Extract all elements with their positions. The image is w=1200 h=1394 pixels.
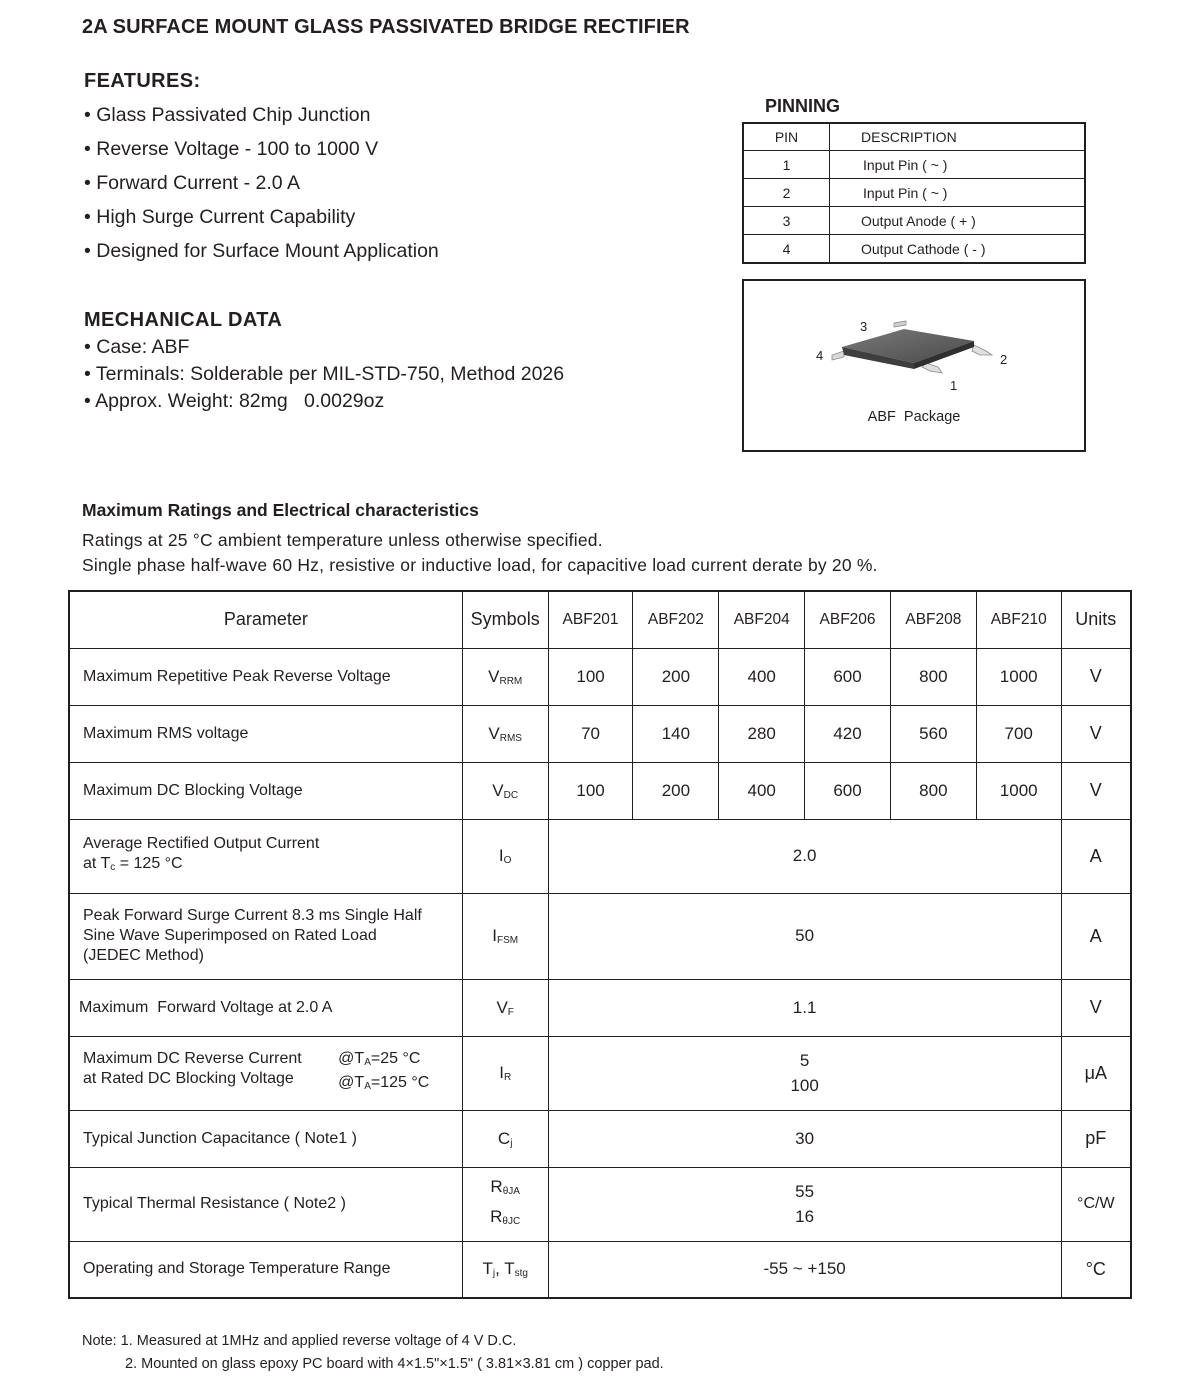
pinning-row (743, 179, 1085, 207)
unit-cell: °C/W (1061, 1167, 1131, 1241)
value-cell: 600 (805, 762, 891, 819)
parameter-cell: Maximum Repetitive Peak Reverse Voltage (69, 648, 462, 705)
value-cell: 700 (976, 705, 1061, 762)
model-header: ABF202 (633, 591, 719, 648)
model-header: ABF201 (548, 591, 633, 648)
model-header: ABF208 (890, 591, 976, 648)
table-row (69, 893, 1131, 979)
value-cell: 1000 (976, 648, 1061, 705)
parameter-cell: Typical Thermal Resistance ( Note2 ) (69, 1167, 462, 1241)
value-cell: 1000 (976, 762, 1061, 819)
feature-item: • High Surge Current Capability (84, 206, 356, 228)
pin-description: Output Anode ( + ) (830, 207, 1086, 235)
symbol-cell: $R_{\theta JA}$ $R_{\theta JC}$ (462, 1167, 548, 1241)
pinning-header-row (743, 123, 1085, 151)
abf-package-icon (814, 311, 1024, 401)
unit-cell: pF (1061, 1110, 1131, 1167)
mechanical-item: • Case: ABF (84, 336, 190, 358)
parameter-cell: Peak Forward Surge Current 8.3 ms Single Half Sine Wave Superimposed on Rated Load (JEDEC Method) (69, 893, 462, 979)
symbol-cell: $V_{RRM}$ (462, 648, 548, 705)
parameter-cell: Maximum Forward Voltage at 2.0 A (69, 979, 462, 1036)
symbol-cell: $C_j$ (462, 1110, 548, 1167)
pin-label-4: 4 (816, 348, 824, 363)
symbol-cell: $I_O$ (462, 819, 548, 893)
ratings-table (68, 590, 1132, 1299)
symbol-cell: $V_F$ (462, 979, 548, 1036)
pin-label-2: 2 (1000, 352, 1008, 367)
value-cell: 100 (548, 762, 633, 819)
value-cell: 2.0 (548, 819, 1061, 893)
mechanical-heading: MECHANICAL DATA (84, 309, 283, 331)
pin-number: 1 (743, 151, 830, 179)
ratings-line-1: Ratings at 25 °C ambient temperature unless otherwise specified. (82, 530, 603, 550)
features-heading: FEATURES: (84, 70, 201, 92)
table-row (69, 819, 1131, 893)
model-header: ABF206 (805, 591, 891, 648)
unit-cell: A (1061, 819, 1131, 893)
parameter-cell: Maximum DC Reverse Current at Rated DC Blocking Voltage $@T_A=25$ °C $@T_A=125$ °C (69, 1036, 462, 1110)
value-cell: 800 (890, 648, 976, 705)
model-header: ABF204 (719, 591, 805, 648)
ratings-heading: Maximum Ratings and Electrical characteristics (82, 500, 479, 520)
pin-description: Input Pin ( ~ ) (830, 179, 1086, 207)
feature-item: • Reverse Voltage - 100 to 1000 V (84, 138, 379, 160)
pinning-row (743, 235, 1085, 264)
pin-number: 2 (743, 179, 830, 207)
parameter-cell: Maximum RMS voltage (69, 705, 462, 762)
package-box (742, 279, 1086, 452)
parameter-cell: Operating and Storage Temperature Range (69, 1241, 462, 1298)
unit-cell: A (1061, 893, 1131, 979)
symbol-cell: $I_R$ (462, 1036, 548, 1110)
unit-cell: V (1061, 979, 1131, 1036)
symbol-cell: $T_j$, $T_{stg}$ (462, 1241, 548, 1298)
package-label: ABF Package (867, 409, 961, 425)
table-row (69, 762, 1131, 819)
value-cell: 5 100 (548, 1036, 1061, 1110)
table-row (69, 979, 1131, 1036)
value-cell: 140 (633, 705, 719, 762)
table-row (69, 705, 1131, 762)
unit-cell: V (1061, 762, 1131, 819)
model-header: ABF210 (976, 591, 1061, 648)
unit-cell: °C (1061, 1241, 1131, 1298)
note-1: Note: 1. Measured at 1MHz and applied reverse voltage of 4 V D.C. (82, 1333, 517, 1349)
note-2: 2. Mounted on glass epoxy PC board with 4×1.5"×1.5" ( 3.81×3.81 cm ) copper pad. (125, 1356, 664, 1372)
pinning-row (743, 207, 1085, 235)
table-row (69, 648, 1131, 705)
features-list (84, 98, 439, 268)
mechanical-item: • Approx. Weight: 82mg 0.0029oz (84, 390, 385, 412)
value-cell: 800 (890, 762, 976, 819)
value-cell: 420 (805, 705, 891, 762)
table-row (69, 1241, 1131, 1298)
parameter-cell: Typical Junction Capacitance ( Note1 ) (69, 1110, 462, 1167)
unit-cell: μA (1061, 1036, 1131, 1110)
table-row (69, 1110, 1131, 1167)
pinning-table (742, 122, 1086, 264)
value-cell: 100 (548, 648, 633, 705)
page-title: 2A SURFACE MOUNT GLASS PASSIVATED BRIDGE RECTIFIER (82, 16, 690, 38)
pin-column-header: PIN (743, 123, 830, 151)
pin-label-1: 1 (950, 378, 958, 393)
table-row (69, 1036, 1131, 1110)
symbol-cell: $V_{RMS}$ (462, 705, 548, 762)
value-cell: 400 (719, 648, 805, 705)
value-cell: 560 (890, 705, 976, 762)
parameter-cell: Average Rectified Output Current at $T_c = 125$ °C (69, 819, 462, 893)
feature-item: • Designed for Surface Mount Application (84, 240, 439, 262)
symbol-cell: $I_{FSM}$ (462, 893, 548, 979)
value-cell: 200 (633, 648, 719, 705)
value-cell: 1.1 (548, 979, 1061, 1036)
pin-number: 4 (743, 235, 830, 264)
feature-item: • Forward Current - 2.0 A (84, 172, 300, 194)
description-column-header: DESCRIPTION (830, 123, 1086, 151)
feature-item: • Glass Passivated Chip Junction (84, 104, 371, 126)
mechanical-item: • Terminals: Solderable per MIL-STD-750, Method 2026 (84, 363, 565, 385)
value-cell: 55 16 (548, 1167, 1061, 1241)
unit-cell: V (1061, 705, 1131, 762)
pin-label-3: 3 (860, 319, 868, 334)
unit-cell: V (1061, 648, 1131, 705)
value-cell: 280 (719, 705, 805, 762)
value-cell: 30 (548, 1110, 1061, 1167)
table-row (69, 1167, 1131, 1241)
units-header: Units (1061, 591, 1131, 648)
parameter-header: Parameter (69, 591, 462, 648)
value-cell: -55 ~ +150 (548, 1241, 1061, 1298)
pin-number: 3 (743, 207, 830, 235)
parameter-cell: Maximum DC Blocking Voltage (69, 762, 462, 819)
value-cell: 600 (805, 648, 891, 705)
value-cell: 70 (548, 705, 633, 762)
mechanical-list (84, 334, 564, 415)
value-cell: 200 (633, 762, 719, 819)
symbol-cell: $V_{DC}$ (462, 762, 548, 819)
pinning-heading: PINNING (765, 96, 841, 116)
ratings-line-2: Single phase half-wave 60 Hz, resistive or inductive load, for capacitive load current derate by 20 %. (82, 555, 878, 575)
pin-description: Output Cathode ( - ) (830, 235, 1086, 264)
table-header-row (69, 591, 1131, 648)
symbols-header: Symbols (462, 591, 548, 648)
value-cell: 50 (548, 893, 1061, 979)
pinning-row (743, 151, 1085, 179)
pin-description: Input Pin ( ~ ) (830, 151, 1086, 179)
value-cell: 400 (719, 762, 805, 819)
